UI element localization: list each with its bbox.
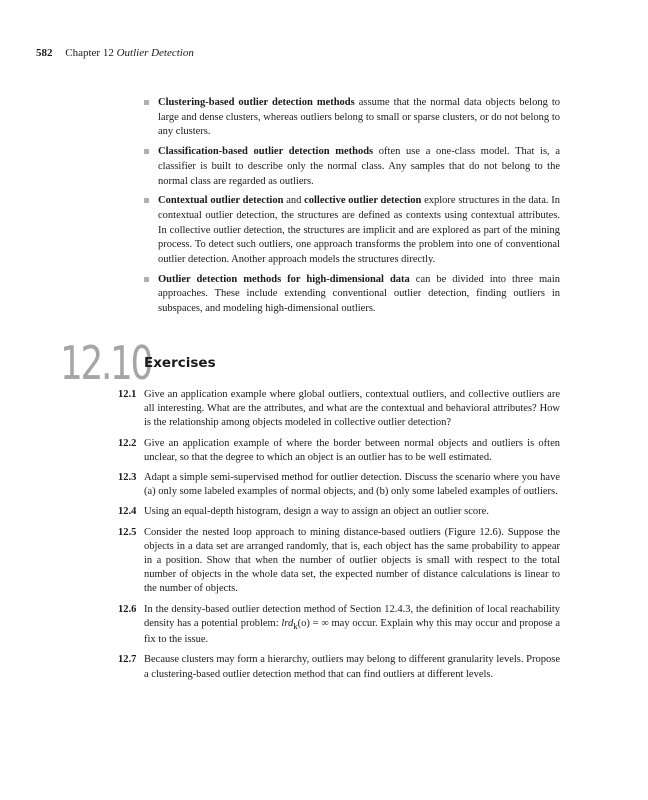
bullet-lead: Outlier detection methods for high-dimensional data	[158, 273, 410, 285]
exercise-number: 12.3	[118, 472, 137, 484]
exercise-text: Using an equal-depth histogram, design a way to assign an object an outlier score.	[144, 506, 489, 518]
bullet-classification	[144, 145, 560, 189]
exercise-number: 12.4	[118, 506, 137, 518]
exercise-text: Give an application example where global outliers, contextual outliers, and collective outliers are all interesting. What are the attributes, and what are the contextual and behavioral attributes? How is the relationship among objects modeled in collective outlier detection?	[144, 389, 560, 429]
bullet-lead: Clustering-based outlier detection methods	[158, 97, 355, 108]
bullet-lead: Contextual outlier detection	[158, 195, 284, 207]
bullet-high-dimensional	[144, 273, 560, 317]
chapter-label: Chapter 12	[65, 47, 114, 59]
exercise-item	[104, 526, 560, 597]
bullet-connector: and	[283, 195, 305, 207]
exercise-text: Consider the nested loop approach to mining distance-based outliers (Figure 12.6). Suppose the objects in a data set are arranged randomly, that is, each object has the same probability to appear in a position. Show that when the number of outlier objects is small with respect to the total number of objects in the whole data set, the expected number of distance calculations is linear to the number of objects.	[144, 526, 560, 595]
exercise-item	[104, 437, 560, 465]
exercise-number: 12.6	[118, 603, 137, 615]
exercise-text: Give an application example of where the border between normal objects and outliers is often unclear, so that the degree to which an object is an outlier has to be well estimated.	[144, 437, 560, 463]
exercise-item	[104, 653, 560, 681]
bullet-text: can be divided into three main approaches. These include extending conventional outlier detection, finding outliers in subspaces, and modeling high-dimensional outliers.	[158, 273, 560, 315]
bullet-marker-icon	[144, 149, 149, 154]
exercise-number: 12.5	[118, 526, 137, 538]
exercise-number: 12.7	[118, 654, 137, 666]
bullet-marker-icon	[144, 198, 149, 203]
exercise-number: 12.1	[118, 389, 137, 400]
exercise-number: 12.2	[118, 437, 137, 449]
bullet-lead-2: collective outlier detection	[304, 195, 422, 207]
exercise-item	[104, 603, 560, 648]
bullet-text: assume that the normal data objects belong to large and dense clusters, whereas outliers belong to small or sparse clusters, or do not belong to any clusters.	[158, 97, 561, 138]
exercise-item	[104, 471, 560, 499]
bullet-text: explore structures in the data. In contextual outlier detection, the structures are defined as contexts using contextual attributes. In collective outlier detection, the structures are implicit and are explored as part of the mining process. To detect such outliers, one approach transforms the problem into one of conventional outlier detection. Another approach models the structures directly.	[158, 195, 560, 266]
exercise-text-post: may occur. Explain why this may occur and propose a fix to the issue.	[144, 617, 560, 646]
chapter-title: Outlier Detection	[116, 47, 194, 59]
exercise-text-pre: In the density-based outlier detection method of Section 12.4.3, the definition of local reachability density has a potential problem:	[144, 603, 560, 629]
bullet-marker-icon	[144, 100, 149, 105]
exercise-text: Adapt a simple semi-supervised method for outlier detection. Discuss the scenario where you have (a) only some labeled examples of normal objects, and (b) only some labeled examples of outliers.	[144, 472, 560, 498]
section-number: 12.10	[60, 336, 152, 390]
bullet-lead: Classification-based outlier detection methods	[158, 146, 374, 158]
page-number: 582	[36, 47, 53, 59]
exercise-list	[104, 388, 560, 688]
bullet-contextual-collective	[144, 194, 560, 268]
bullet-marker-icon	[144, 277, 149, 282]
exercise-text: Because clusters may form a hierarchy, outliers may belong to different granularity levels. Propose a clustering-based outlier detection method that can find outliers at different levels.	[144, 654, 560, 680]
summary-bullet-list	[144, 96, 560, 322]
section-title: Exercises	[144, 355, 216, 371]
exercise-item	[104, 505, 560, 519]
bullet-text: often use a one-class model. That is, a classifier is built to describe only the normal class. Any samples that do not belong to the normal class are regarded as outliers.	[158, 146, 560, 187]
exercise-item	[104, 388, 560, 431]
math-subscript: k	[293, 620, 298, 631]
running-head	[36, 47, 194, 59]
math-lrd: lrd	[281, 617, 294, 629]
bullet-clustering	[144, 96, 560, 140]
math-argument: (o) = ∞	[297, 617, 329, 629]
